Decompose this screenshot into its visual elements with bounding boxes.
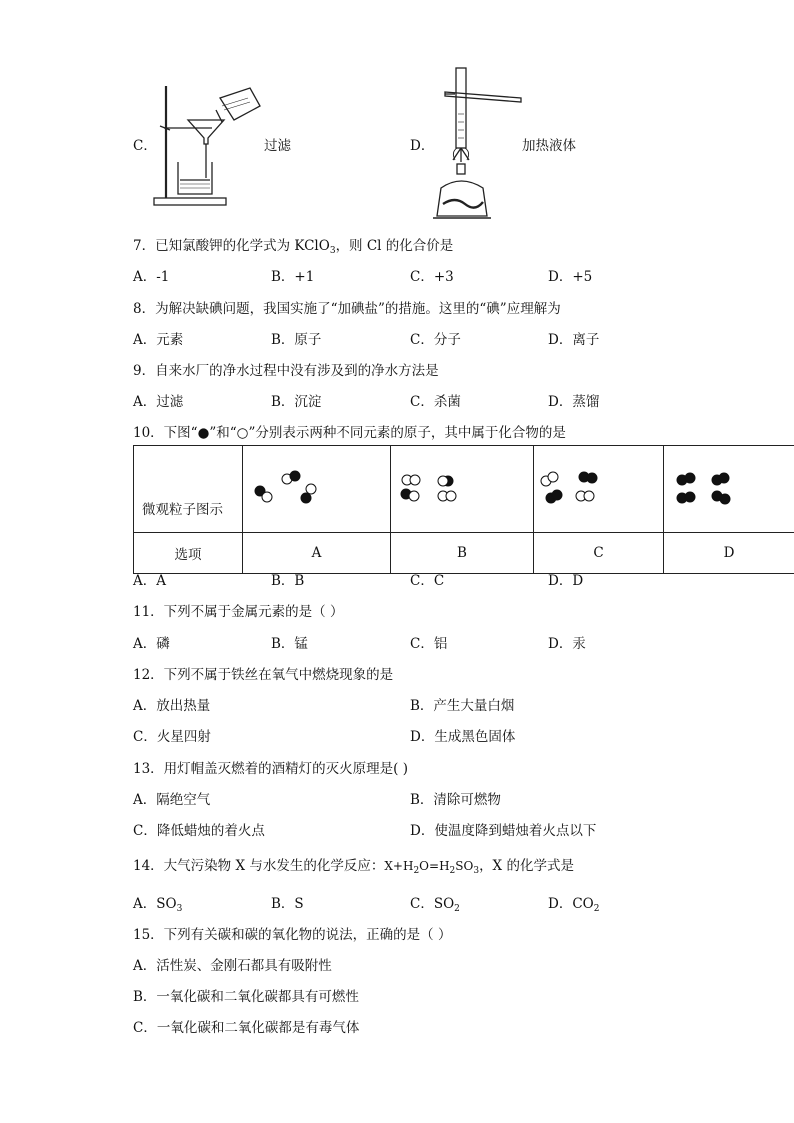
question-11-option-a[interactable]: A．磷: [133, 636, 170, 652]
question-12-option-b[interactable]: B．产生大量白烟: [410, 698, 515, 714]
option-d-subscript: 2: [593, 904, 600, 914]
question-8-option-b[interactable]: B．原子: [271, 332, 322, 348]
particle-b-graphic: [391, 453, 533, 525]
question-7-option-a[interactable]: A．-1: [133, 269, 170, 285]
option-b-text: B．S: [271, 896, 304, 912]
question-14-stem-tail: ，X 的化学式是: [479, 858, 574, 874]
equation-sub-b: 2: [449, 866, 456, 876]
figure-c-letter: C．: [133, 138, 157, 154]
option-c-text: C．SO: [410, 896, 455, 912]
particle-diagram-b: [391, 446, 534, 533]
question-11-option-d[interactable]: D．汞: [548, 636, 586, 652]
particle-diagram-d: [664, 446, 794, 533]
question-14-option-d[interactable]: [548, 892, 599, 914]
equation-sub-a: 2: [413, 866, 420, 876]
question-13-stem: 13．用灯帽盖灭燃着的酒精灯的灭火原理是( ): [133, 761, 409, 777]
equation-part-a: X+H: [384, 859, 414, 873]
question-13-option-d[interactable]: D．使温度降到蜡烛着火点以下: [410, 823, 597, 839]
particle-d-graphic: [664, 453, 794, 525]
question-12-option-c[interactable]: C．火星四射: [133, 729, 211, 745]
particle-a-graphic: [243, 453, 390, 525]
equation-part-b: O=H: [419, 859, 450, 873]
question-7-option-b[interactable]: B．+1: [271, 269, 315, 285]
question-12-option-d[interactable]: D．生成黑色固体: [410, 729, 516, 745]
question-9-option-b[interactable]: B．沉淀: [271, 394, 322, 410]
filtration-apparatus-figure: [150, 80, 265, 208]
table-label-c: C: [534, 533, 664, 574]
question-7-option-d[interactable]: D．+5: [548, 269, 593, 285]
figure-d-letter: D．: [410, 138, 435, 154]
table-header-particle-diagram: 微观粒子图示: [134, 446, 243, 533]
question-12-stem: 12．下列不属于铁丝在氧气中燃烧现象的是: [133, 667, 394, 683]
equation-part-c: SO: [455, 859, 474, 873]
heating-liquid-apparatus-figure: [425, 64, 525, 222]
question-15-option-c[interactable]: C．一氧化碳和二氧化碳都是有毒气体: [133, 1020, 360, 1036]
equation-sub-c: 3: [473, 866, 480, 876]
option-d-text: D．CO: [548, 896, 594, 912]
question-8-option-d[interactable]: D．离子: [548, 332, 600, 348]
question-11-option-c[interactable]: C．铝: [410, 636, 448, 652]
table-label-b: B: [391, 533, 534, 574]
question-14-option-c[interactable]: [410, 892, 460, 914]
question-8-option-a[interactable]: A．元素: [133, 332, 184, 348]
figure-c-caption: 过滤: [264, 138, 291, 154]
question-14-equation: [384, 859, 480, 876]
question-7-option-c[interactable]: C．+3: [410, 269, 454, 285]
question-15-option-a[interactable]: A．活性炭、金刚石都具有吸附性: [133, 958, 332, 974]
question-13-option-a[interactable]: A．隔绝空气: [133, 792, 211, 808]
particle-diagram-table: [133, 445, 794, 574]
question-8-option-c[interactable]: C．分子: [410, 332, 461, 348]
option-a-subscript: 3: [176, 904, 183, 914]
figure-d-caption: 加热液体: [522, 138, 576, 154]
question-8-stem: 8．为解决缺碘问题，我国实施了“加碘盐”的措施。这里的“碘”应理解为: [133, 301, 561, 317]
table-label-d: D: [664, 533, 794, 574]
option-a-text: A．SO: [133, 896, 177, 912]
question-11-stem: 11．下列不属于金属元素的是（ ）: [133, 604, 344, 620]
question-13-option-b[interactable]: B．清除可燃物: [410, 792, 501, 808]
option-c-subscript: 2: [454, 904, 460, 914]
question-7-stem: [133, 234, 453, 256]
question-7-stem-tail: ，则 Cl 的化合价是: [335, 238, 454, 254]
particle-diagram-c: [534, 446, 664, 533]
table-label-a: A: [243, 533, 391, 574]
question-11-option-b[interactable]: B．锰: [271, 636, 308, 652]
question-9-stem: 9．自来水厂的净水过程中没有涉及到的净水方法是: [133, 363, 439, 379]
question-10-option-c[interactable]: C．C: [410, 573, 445, 589]
question-14-option-b[interactable]: [271, 892, 304, 912]
question-12-option-a[interactable]: A．放出热量: [133, 698, 211, 714]
table-header-option: 选项: [134, 533, 243, 574]
question-9-option-a[interactable]: A．过滤: [133, 394, 184, 410]
question-14-stem: [133, 854, 574, 876]
question-14-stem-text: 14．大气污染物 X 与水发生的化学反应：: [133, 858, 385, 874]
question-9-option-c[interactable]: C．杀菌: [410, 394, 461, 410]
question-15-stem: 15．下列有关碳和碳的氧化物的说法，正确的是（ ）: [133, 927, 452, 943]
question-7-stem-subscript: 3: [329, 246, 336, 256]
question-14-option-a[interactable]: [133, 892, 182, 914]
question-10-option-b[interactable]: B．B: [271, 573, 305, 589]
question-9-option-d[interactable]: D．蒸馏: [548, 394, 600, 410]
question-15-option-b[interactable]: B．一氧化碳和二氧化碳都具有可燃性: [133, 989, 359, 1005]
question-7-stem-text: 7．已知氯酸钾的化学式为 KClO: [133, 238, 330, 254]
question-10-stem: 10．下图“●”和“○”分别表示两种不同元素的原子，其中属于化合物的是: [133, 425, 566, 441]
particle-c-graphic: [534, 453, 663, 525]
question-13-option-c[interactable]: C．降低蜡烛的着火点: [133, 823, 265, 839]
question-10-option-a[interactable]: A．A: [133, 573, 166, 589]
question-10-option-d[interactable]: D．D: [548, 573, 584, 589]
particle-diagram-a: [243, 446, 391, 533]
